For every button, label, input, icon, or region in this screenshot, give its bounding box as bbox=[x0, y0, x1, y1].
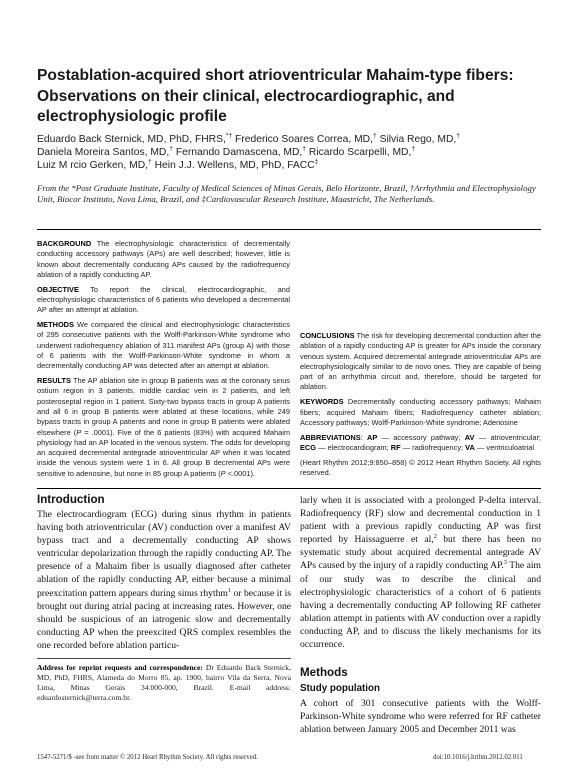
abstract-bottom-rule bbox=[37, 488, 541, 489]
abstract-citation: (Heart Rhythm 2012;9:850–858) © 2012 Heart Rhythm Society. All rights reserved. bbox=[300, 457, 541, 478]
author-list bbox=[37, 134, 547, 172]
article-title: Postablation-acquired short atrioventricular Mahaim-type fibers: Observations on their clinical, electrocardiographic, and electrophysiologic profile bbox=[37, 67, 514, 125]
abstract-keywords: KEYWORDS Decrementally conducting accessory pathways; Mahaim fibers; acquired Mahaim fibers; Radiofrequency catheter ablation; Accessory pathways; Wolff-Parkinson-White syndrome; Adenosine bbox=[300, 397, 542, 427]
abstract-background: BACKGROUND The electrophysiologic characteristics of decrementally conducting accessory pathways (APs) are well described; however, little is known about decrementally conducting APs caused by the radiofrequency ablation of a rapidly conducting AP. bbox=[37, 239, 290, 279]
author-name: Fernando Damascena, MD,† bbox=[175, 145, 307, 158]
abstract-right-column-lower bbox=[300, 331, 541, 483]
author-name: Frederico Soares Correa, MD,† bbox=[235, 132, 377, 145]
abstract-abbreviations: ABBREVIATIONS: AP — accessory pathway; AV — atrioventricular; ECG — electrocardiogram; RF — radiofrequency; VA — ventriculoatrial bbox=[300, 432, 541, 452]
author-name: Eduardo Back Sternick, MD, PhD, FHRS,*† bbox=[37, 132, 233, 145]
footer-copyright: 1547-5271/$ -see front matter © 2012 Heart Rhythm Society. All rights reserved. bbox=[37, 754, 258, 761]
affiliations: From the *Post Graduate Institute, Faculty of Medical Sciences of Minas Gerais, Belo Horizonte, Brazil, †Arrhythmia and Electrophysiology Unit, Biocor Instituto, Nova Lima, Brazil, and ‡Cardiovascular Research Institute, Maastricht, The Netherlands. bbox=[37, 183, 536, 205]
intro-heading: Introduction bbox=[37, 493, 105, 506]
footer-doi[interactable]: doi:10.1016/j.hrthm.2012.02.011 bbox=[433, 754, 523, 761]
abstract-top-rule bbox=[37, 229, 541, 230]
intro-left-text: The electrocardiogram (ECG) during sinus rhythm in patients having both atrioventricular (AV) conduction over a manifest AV bypass tract and a decrementally conducting AP shows ventricular depolarization through the rapidly conducting AP. The presence of a Mahaim fiber is usually diagnosed after catheter ablation of the rapidly conducting AP, either because a minimal preexcitation pattern appears during sinus rhythm$^1$ or because it is brought out during atrial pacing at increasing rates. However, one should be suspicious of an iatrogenic slow and decrementally conducting AP when the preexcited QRS complex resembles the one recorded before ablation particu- bbox=[37, 509, 291, 651]
author-name: Luiz M rcio Gerken, MD,† bbox=[37, 158, 152, 171]
methods-heading: Methods bbox=[300, 666, 348, 679]
author-name: Ricardo Scarpelli, MD,† bbox=[308, 145, 416, 158]
abstract-methods: METHODS We compared the clinical and electrophysiologic characteristics of 295 consecutive patients with the Wolff-Parkinson-White syndrome who underwent radiofrequency ablation of 311 manifest APs (group A) with those of 6 patients with the Wolff-Parkinson-White syndrome in whom a decrementally conducting AP was detected after an attempt at ablation. bbox=[37, 320, 290, 371]
abstract-left-column bbox=[37, 239, 290, 484]
abstract-right-column bbox=[300, 239, 541, 344]
intro-right-text: larly when it is associated with a prolonged P-delta interval. Radiofrequency (RF) slow and decremental conduction in 1 patient with a previous rapidly conducting AP was first reported by Haissaguerre et al,$^2$ but there has been no systematic study about acquired decremental antegrade AV APs caused by the injury of a rapidly conducting AP.$^3$ The aim of our study was to describe the clinical and electrophysiologic characteristics of a cohort of 6 patients having a decrementally conducting AP following RF catheter ablation attempt in patients with AV conduction over a rapidly conducting AP, and to discuss the likely mechanisms for its occurrence. bbox=[300, 495, 541, 651]
abstract-objective: OBJECTIVE To report the clinical, electrocardiographic, and electrophysiologic characteristics of 6 patients who developed a decremental AP after an attempt at ablation. bbox=[37, 284, 291, 315]
abstract-results: RESULTS The AP ablation site in group B patients was at the coronary sinus ostium region in 3 patients, middle cardiac vein in 2 patients, and left posteroseptal region in 1 patient. Sixty-two bypass tracts in group A patients and all 6 in group B patients were ablated at these locations, while 249 bypass tracts in group A patients and none in group B patients were ablated elsewhere (P = .0001). Five of the 6 patients (83%) with acquired Mahaim physiology had an AP located in the venous system. The odds for developing an acquired decremental antegrade atrioventricular AP when it was located inside the venous system were 1 in 6. All group B decremental APs were sensitive to adenosine, but none in 85 group A patients (P <.0001). bbox=[37, 376, 291, 478]
footnote-rule bbox=[37, 658, 291, 659]
methods-text: A cohort of 301 consecutive patients with the Wolff-Parkinson-White syndrome who were referred for RF catheter ablation between January 2005 and December 2011 was bbox=[300, 698, 541, 736]
abstract-conclusions: CONCLUSIONS The risk for developing decremental conduction after the ablation of a rapidly conducting AP is greater for APs inside the coronary venous system. Acquired decremental antegrade atrioventricular APs are electrophysiologically similar to de novo ones. They are capable of being part of an arrhythmia circuit and, therefore, should be targeted for ablation. bbox=[300, 331, 542, 392]
author-name: Silvia Rego, MD,† bbox=[379, 132, 460, 145]
study-population-heading: Study population bbox=[300, 683, 380, 694]
author-name: Hein J.J. Wellens, MD, PhD, FACC‡ bbox=[154, 158, 319, 171]
correspondence-footnote: Address for reprint requests and correspondence: Dr Eduardo Back Sternick, MD, PhD, FHRS, Alameda do Morro 85, ap. 1900, bairro Vila da Serra, Nova Lima, Minas Gerais 34.000-000, Brazil. E-mail address: eduardosternick@terra.com.br. bbox=[37, 663, 292, 703]
author-name: Daniela Moreira Santos, MD,† bbox=[37, 145, 173, 158]
